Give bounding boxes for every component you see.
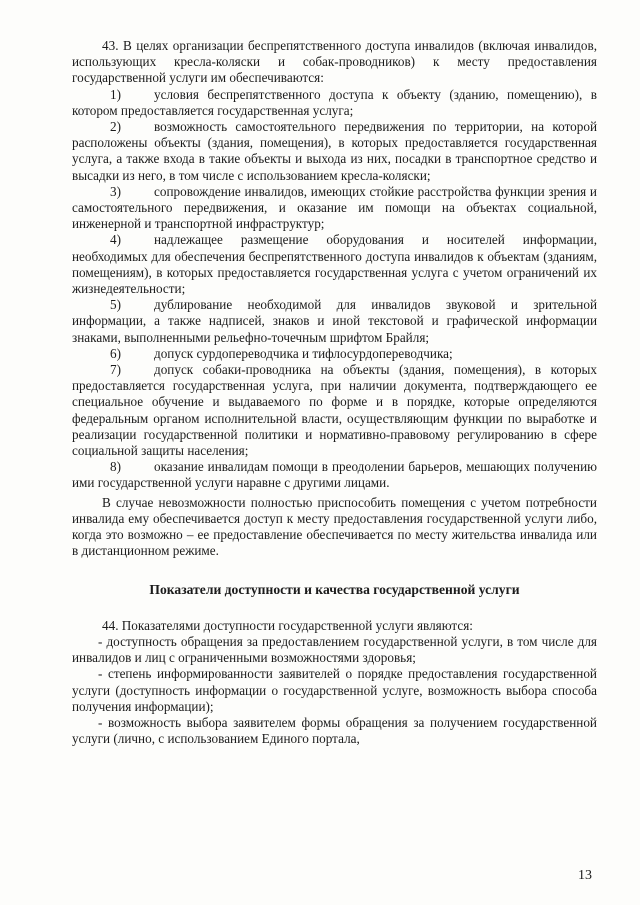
list-item-number: 4) xyxy=(110,232,121,248)
list-item xyxy=(72,119,597,184)
list-item-number: 3) xyxy=(110,183,121,199)
paragraph-44-intro: 44. Показателями доступности государственной услуги являются: xyxy=(102,617,473,633)
list-item xyxy=(72,297,597,346)
paragraph-43-closing: В случае невозможности полностью приспособить помещения с учетом потребности инвалида ему обеспечивается доступ к месту предоставления государственной услуги либо, когда это возможно – ее предоставление обеспечивается по месту жительства инвалида или в дистанционном режиме. xyxy=(72,494,597,559)
list-item xyxy=(72,362,597,459)
list-item-number: 1) xyxy=(110,86,121,102)
paragraph-43-intro: 43. В целях организации беспрепятственного доступа инвалидов (включая инвалидов, использующих кресла-коляски и собак-проводников) к месту предоставления государственной услуги им обеспечиваются: xyxy=(72,38,597,86)
list-item-number: 8) xyxy=(110,459,121,475)
list-item-text: допуск собаки-проводника на объекты (здания, помещения), в которых предоставляется государственная услуга, при наличии документа, подтверждающего ее специальное обучение и выдаваемого по форме и в порядке, которые определяются федеральным органом исполнительной власти, осуществляющим функции по выработке и реализации государственной политики и нормативно-правовому регулированию в сфере социальной защиты населения; xyxy=(72,362,597,459)
list-item xyxy=(72,459,597,491)
list-item xyxy=(72,184,597,233)
list-item-number: 5) xyxy=(110,297,121,313)
list-item xyxy=(72,87,597,119)
page-number: 13 xyxy=(578,868,592,883)
bullet-item: - доступность обращения за предоставлением государственной услуги, в том числе для инвалидов и лиц с ограниченными возможностями здоровья; xyxy=(72,633,597,666)
list-item-text: допуск сурдопереводчика и тифлосурдопереводчика; xyxy=(154,345,453,361)
list-item xyxy=(72,346,597,362)
list-item-text: надлежащее размещение оборудования и носителей информации, необходимых для обеспечения беспрепятственного доступа инвалидов к объектам (зданиям, помещениям), в которых предоставляется государственная услуга с учетом ограничений их жизнедеятельности; xyxy=(72,232,597,297)
list-item-text: сопровождение инвалидов, имеющих стойкие расстройства функции зрения и самостоятельного передвижения, и оказание им помощи на объектах социальной, инженерной и транспортной инфраструктур; xyxy=(72,183,597,232)
list-item-text: дублирование необходимой для инвалидов звуковой и зрительной информации, а также надписей, знаков и иной текстовой и графической информации знаками, выполненными рельефно-точечным шрифтом Брайля; xyxy=(72,297,597,345)
page-body xyxy=(72,38,597,747)
bullet-item: - возможность выбора заявителем формы обращения за получением государственной услуги (лично, с использованием Единого портала, xyxy=(72,714,597,747)
list-item-number: 7) xyxy=(110,362,121,378)
list-item-text: возможность самостоятельного передвижения по территории, на которой расположены объекты (здания, помещения), в которых предоставляется государственная услуга, а также входа в такие объекты и выхода из них, посадки в транспортное средство и высадки из него, в том числе с использованием кресла-коляски; xyxy=(72,119,597,183)
list-item-number: 6) xyxy=(110,345,121,361)
bullet-item: - степень информированности заявителей о порядке предоставления государственной услуги (доступность информации о государственной услуге, возможность выбора способа получения информации); xyxy=(72,666,597,714)
section-heading: Показатели доступности и качества государственной услуги xyxy=(149,581,520,597)
list-item-number: 2) xyxy=(110,119,121,135)
list-item xyxy=(72,232,597,297)
list-item-text: оказание инвалидам помощи в преодолении барьеров, мешающих получению ими государственной услуги наравне с другими лицами. xyxy=(72,459,597,491)
list-item-text: условия беспрепятственного доступа к объекту (зданию, помещению), в котором предоставляется государственная услуга; xyxy=(72,86,597,118)
